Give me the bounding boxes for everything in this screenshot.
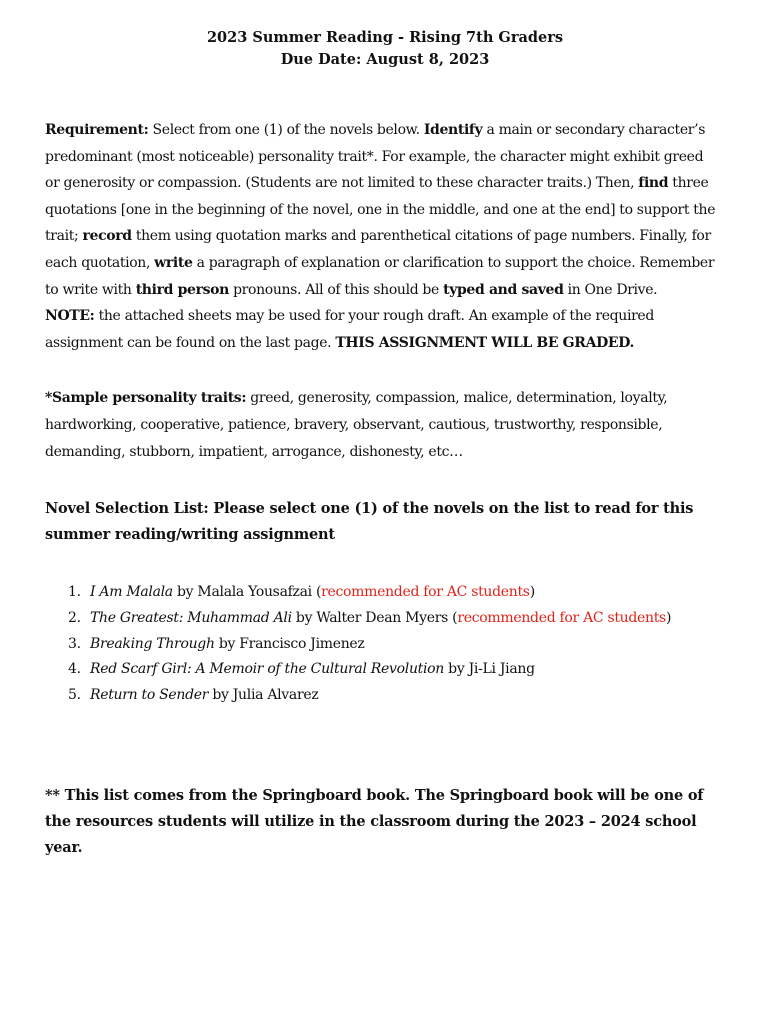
requirement-label: Requirement: xyxy=(45,122,149,138)
emphasis-identify: Identify xyxy=(423,122,483,138)
requirement-text: or generosity or compassion. (Students are not limited to these character traits.) Then, xyxy=(45,175,639,192)
emphasis-typed-saved: typed and saved xyxy=(443,281,564,298)
footnote-line: the resources students will utilize in the classroom during the 2023 – 2024 school xyxy=(45,813,697,830)
note-label: NOTE: xyxy=(45,308,95,325)
recommendation-note: recommended for AC students xyxy=(321,584,530,600)
requirement-text: the attached sheets may be used for your rough draft. An example of the required xyxy=(94,308,654,325)
list-number: 3. xyxy=(68,635,81,652)
traits-text: demanding, stubborn, impatient, arrogance, dishonesty, etc… xyxy=(45,444,463,460)
novel-title: The Greatest: Muhammad Ali xyxy=(90,609,292,626)
traits-text: hardworking, cooperative, patience, bravery, observant, cautious, trustworthy, responsible, xyxy=(45,417,663,433)
list-item xyxy=(68,683,671,709)
recommendation-note: recommended for AC students xyxy=(457,609,666,626)
emphasis-record: record xyxy=(82,228,132,245)
footnote-line: year. xyxy=(45,839,83,856)
requirement-text: to write with xyxy=(45,281,136,298)
requirement-text: a paragraph of explanation or clarification to support the choice. Remember xyxy=(192,254,715,271)
novel-author: by Walter Dean Myers ( xyxy=(291,609,458,626)
emphasis-third-person: third person xyxy=(135,281,229,298)
document-title: 2023 Summer Reading - Rising 7th Graders xyxy=(206,29,564,46)
requirement-text: predominant (most noticeable) personality trait*. For example, the character might exhibit greed xyxy=(45,148,704,165)
list-number: 1. xyxy=(68,584,81,600)
novel-heading-line: summer reading/writing assignment xyxy=(45,526,335,543)
novel-title: Red Scarf Girl: A Memoir of the Cultural Revolution xyxy=(90,661,445,678)
novel-selection-heading xyxy=(45,496,725,548)
novel-author: by Julia Alvarez xyxy=(208,687,319,704)
novel-title: Breaking Through xyxy=(90,635,215,652)
requirement-text: pronouns. All of this should be xyxy=(228,281,444,298)
list-number: 5. xyxy=(68,687,81,704)
requirement-text: a main or secondary character’s xyxy=(482,122,706,138)
novel-author: by Ji-Li Jiang xyxy=(444,661,535,678)
paren: ) xyxy=(529,584,535,600)
list-item xyxy=(68,657,671,683)
requirement-text: in One Drive. xyxy=(563,281,658,298)
requirement-text: assignment can be found on the last page. xyxy=(45,334,336,351)
list-item xyxy=(68,606,671,632)
novel-list xyxy=(68,580,671,709)
list-number: 4. xyxy=(68,661,81,678)
graded-notice: THIS ASSIGNMENT WILL BE GRADED. xyxy=(335,334,635,351)
requirement-paragraph xyxy=(45,117,725,356)
document-header xyxy=(0,27,770,71)
requirement-text: three xyxy=(668,175,709,192)
novel-title: Return to Sender xyxy=(90,687,209,704)
requirement-text: them using quotation marks and parenthetical citations of page numbers. Finally, for xyxy=(131,228,711,245)
novel-author: by Malala Yousafzai ( xyxy=(172,584,322,600)
requirement-text: quotations [one in the beginning of the novel, one in the middle, and one at the end] to support the xyxy=(45,201,716,218)
emphasis-write: write xyxy=(154,254,193,271)
list-number: 2. xyxy=(68,609,81,626)
novel-author: by Francisco Jimenez xyxy=(214,635,365,652)
novel-heading-line: Novel Selection List: Please select one (1) of the novels on the list to read for this xyxy=(45,500,694,517)
list-item xyxy=(68,632,671,658)
traits-label: *Sample personality traits: xyxy=(45,390,247,406)
springboard-footnote xyxy=(45,783,725,861)
novel-title: I Am Malala xyxy=(90,584,173,600)
sample-traits-paragraph xyxy=(45,385,725,466)
due-date: Due Date: August 8, 2023 xyxy=(280,51,490,68)
traits-text: greed, generosity, compassion, malice, determination, loyalty, xyxy=(246,390,668,406)
requirement-text: Select from one (1) of the novels below. xyxy=(148,122,424,138)
emphasis-find: find xyxy=(638,175,669,192)
list-item xyxy=(68,580,671,606)
requirement-text: trait; xyxy=(45,228,83,245)
footnote-line: ** This list comes from the Springboard book. The Springboard book will be one of xyxy=(45,787,704,804)
paren: ) xyxy=(665,609,672,626)
requirement-text: each quotation, xyxy=(45,254,155,271)
